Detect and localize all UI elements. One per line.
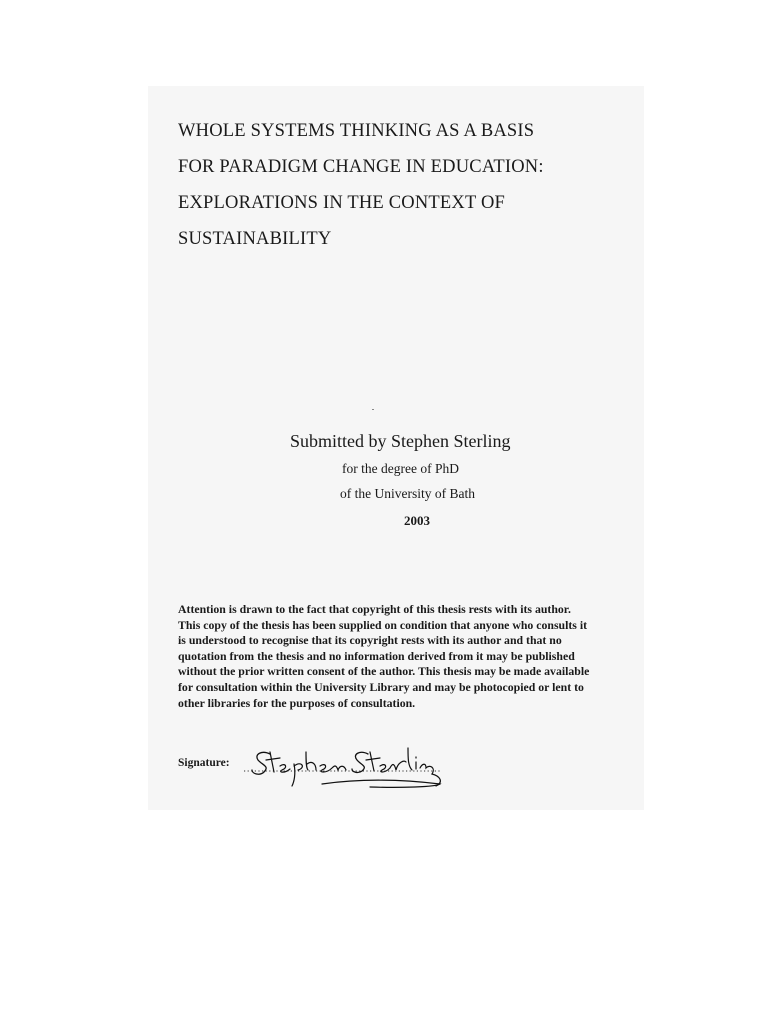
thesis-title: [178, 113, 648, 257]
scan-speck: [372, 409, 374, 410]
title-line: SUSTAINABILITY: [178, 229, 332, 249]
submitted-by: Submitted by Stephen Sterling: [290, 431, 511, 451]
notice-line: without the prior written consent of the author. This thesis may be made available: [178, 664, 590, 679]
title-line: WHOLE SYSTEMS THINKING AS A BASIS: [178, 121, 535, 141]
notice-line: for consultation within the University Library and may be photocopied or lent to: [178, 679, 584, 694]
year: 2003: [404, 513, 430, 528]
university-line: of the University of Bath: [340, 486, 475, 501]
title-line: EXPLORATIONS IN THE CONTEXT OF: [178, 193, 506, 213]
title-line: FOR PARADIGM CHANGE IN EDUCATION:: [178, 157, 544, 177]
notice-line: This copy of the thesis has been supplied on condition that anyone who consults it: [178, 617, 588, 632]
notice-line: is understood to recognise that its copyright rests with its author and that no: [178, 633, 562, 648]
copyright-notice: [178, 602, 658, 711]
signature-label: Signature:: [178, 757, 230, 769]
notice-line: Attention is drawn to the fact that copyright of this thesis rests with its author.: [178, 602, 571, 616]
notice-line: quotation from the thesis and no information derived from it may be published: [178, 648, 575, 663]
handwritten-signature: [240, 738, 450, 794]
degree-line: for the degree of PhD: [342, 461, 459, 476]
notice-line: other libraries for the purposes of consultation.: [178, 695, 416, 710]
